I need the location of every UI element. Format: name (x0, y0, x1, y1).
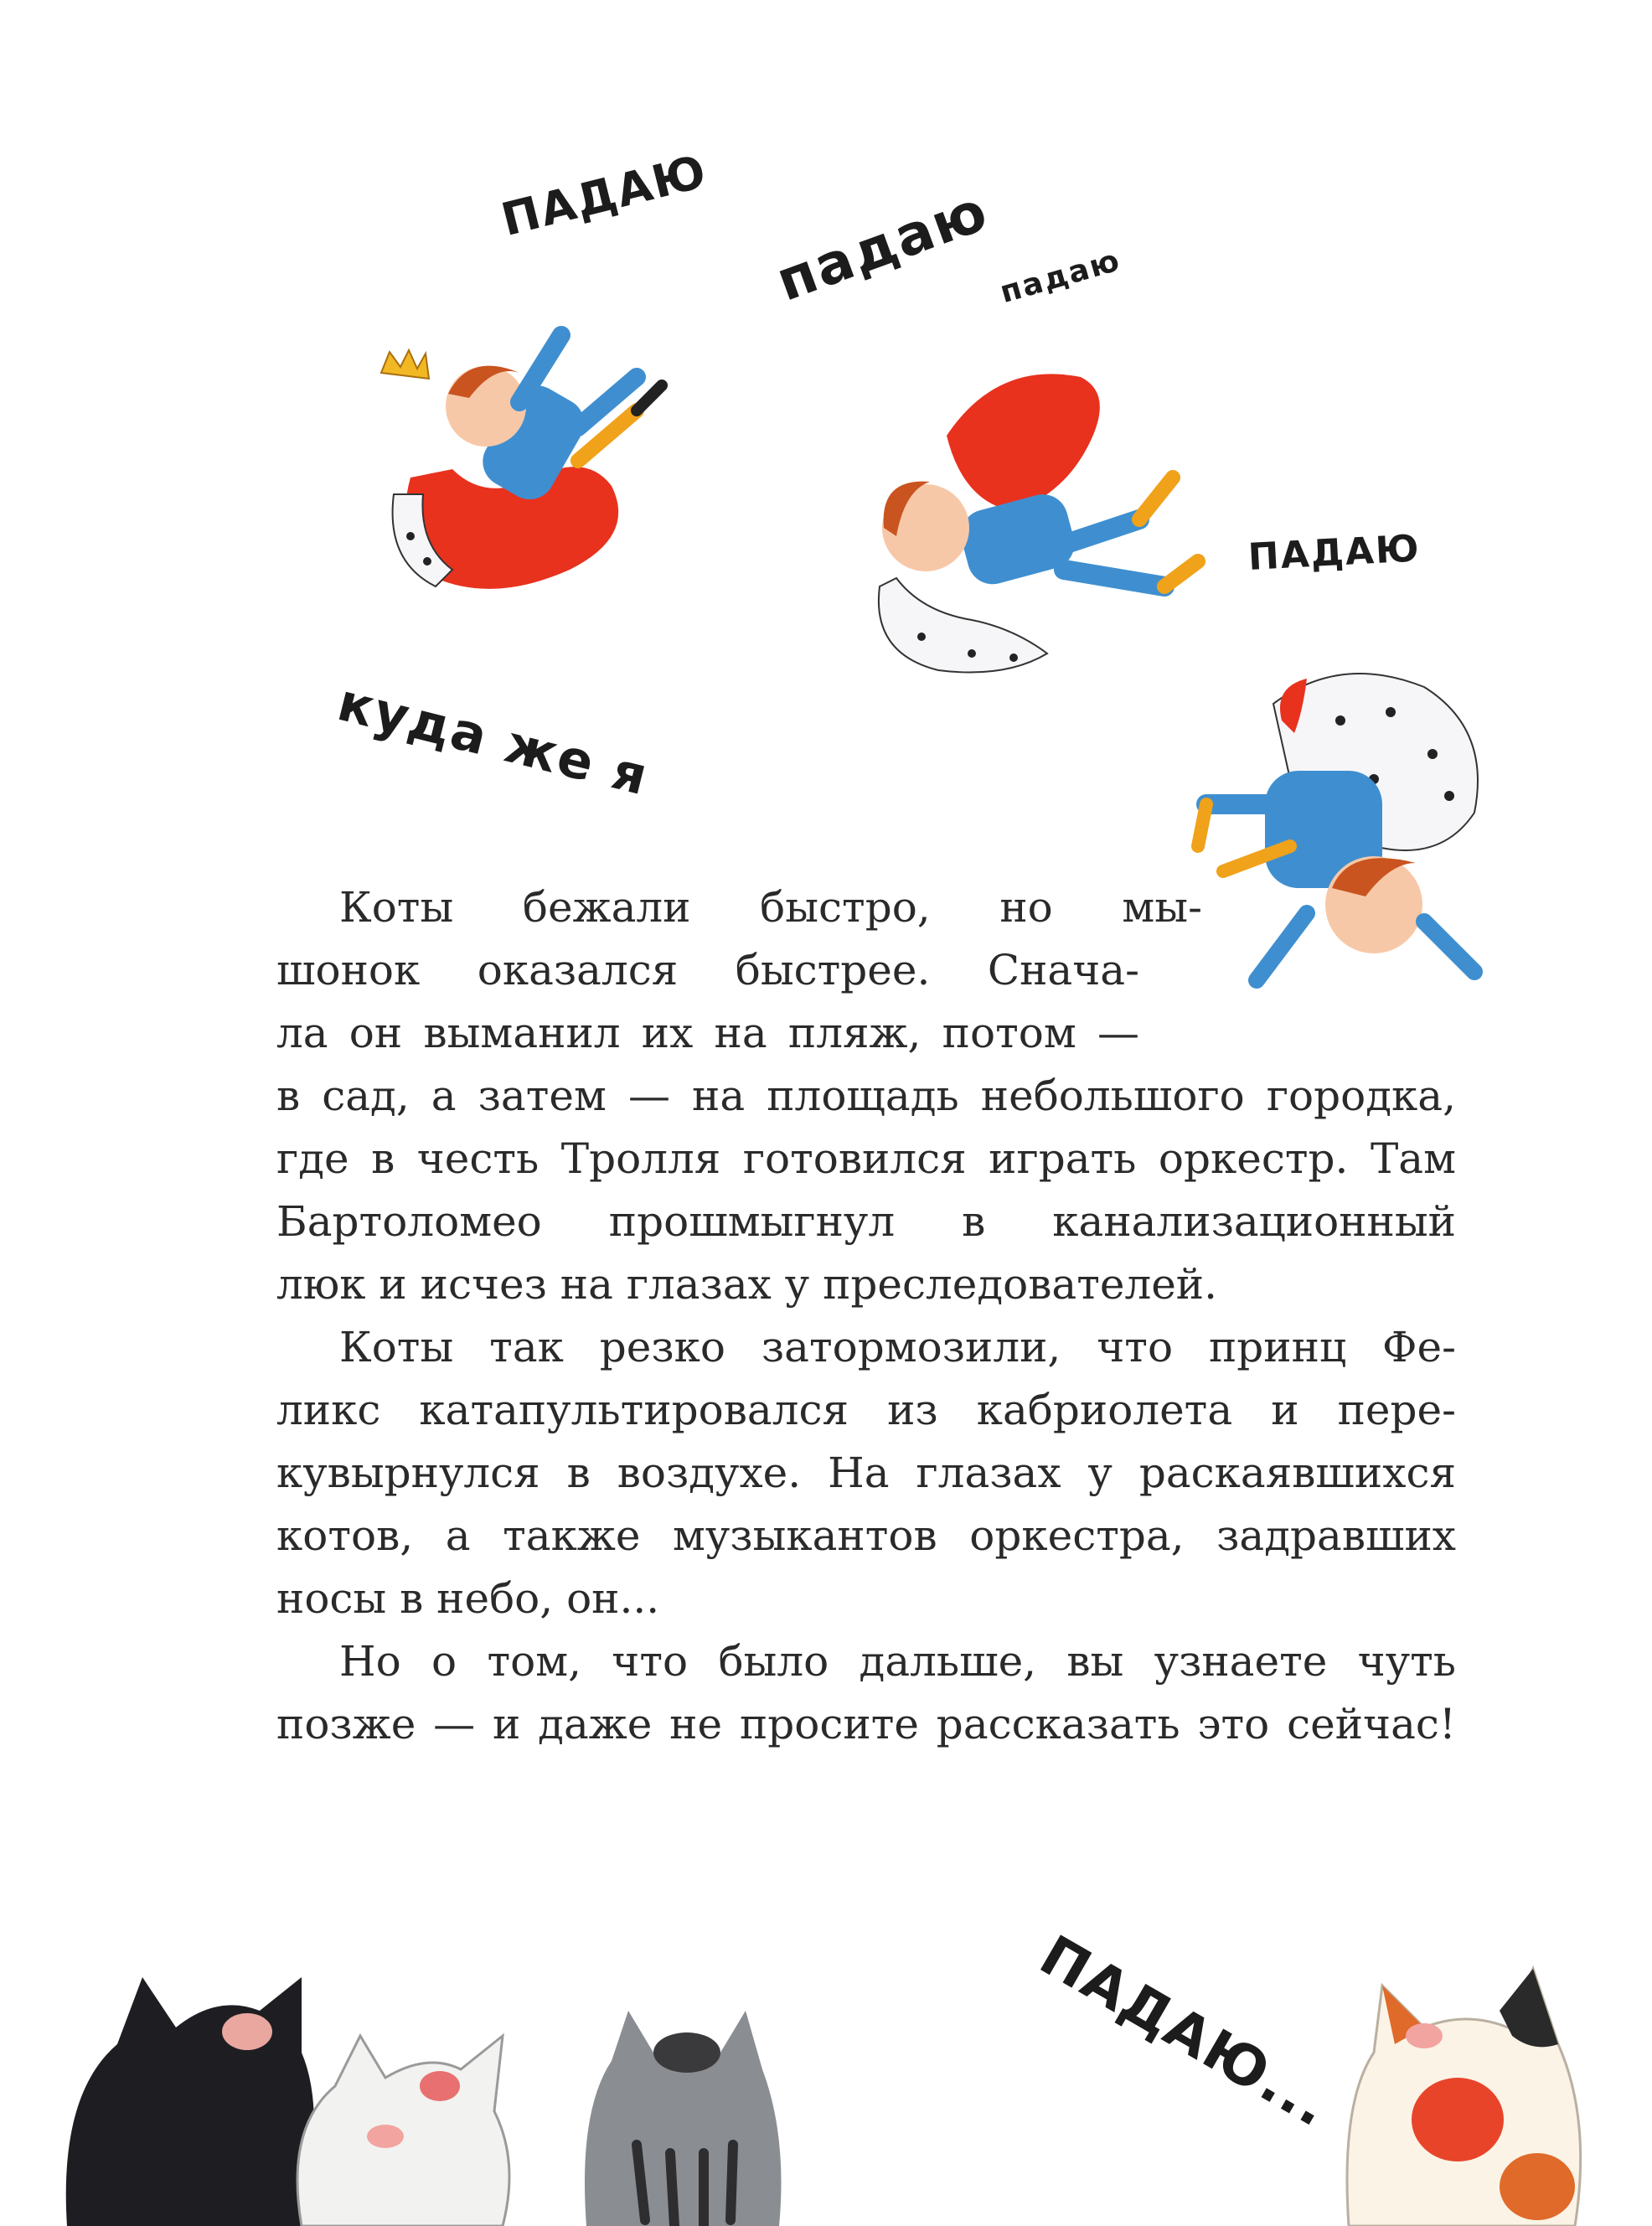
story-text (276, 876, 1456, 1756)
text-line: Но о том, что было дальше, вы узнаете чуть (339, 1637, 1456, 1686)
calico-cat-illustration (1324, 1935, 1608, 2226)
lettering-falling-3: падаю (996, 243, 1125, 311)
text-line: котов, а также музыкантов оркестра, задравших (276, 1511, 1456, 1560)
text-line: ла он выманил их на пляж, потом — (276, 1009, 1139, 1057)
text-line: где в честь Тролля готовился играть оркестр. Там (276, 1134, 1456, 1183)
text-line: носы в небо, он... (276, 1574, 660, 1623)
text-line: Бартоломео прошмыгнул в канализационный (276, 1197, 1456, 1246)
lettering-where: куда же я (332, 671, 655, 808)
cats-looking-up-illustration (50, 1944, 787, 2226)
text-line: позже — и даже не просите рассказать это сейчас! (276, 1700, 1456, 1748)
lettering-falling-5: ПАДАЮ... (1029, 1923, 1341, 2141)
text-line: шонок оказался быстрее. Снача- (276, 946, 1139, 994)
lettering-falling-2: падаю (767, 178, 997, 314)
text-line: кувырнулся в воздухе. На глазах у раскаявшихся (276, 1449, 1456, 1497)
text-line: Коты так резко затормозили, что принц Фе- (339, 1323, 1456, 1371)
falling-prince-illustration-2 (846, 335, 1231, 687)
lettering-falling-1: ПАДАЮ (496, 144, 713, 247)
text-line: ликс катапультировался из кабриолета и пере- (276, 1386, 1456, 1434)
text-line: Коты бежали быстро, но мы- (339, 883, 1202, 932)
text-line: люк и исчез на глазах у преследователей. (276, 1260, 1218, 1309)
text-line: в сад, а затем — на площадь небольшого городка, (276, 1072, 1456, 1120)
falling-prince-illustration-1 (360, 285, 729, 603)
lettering-falling-4: ПАДАЮ (1247, 527, 1422, 579)
